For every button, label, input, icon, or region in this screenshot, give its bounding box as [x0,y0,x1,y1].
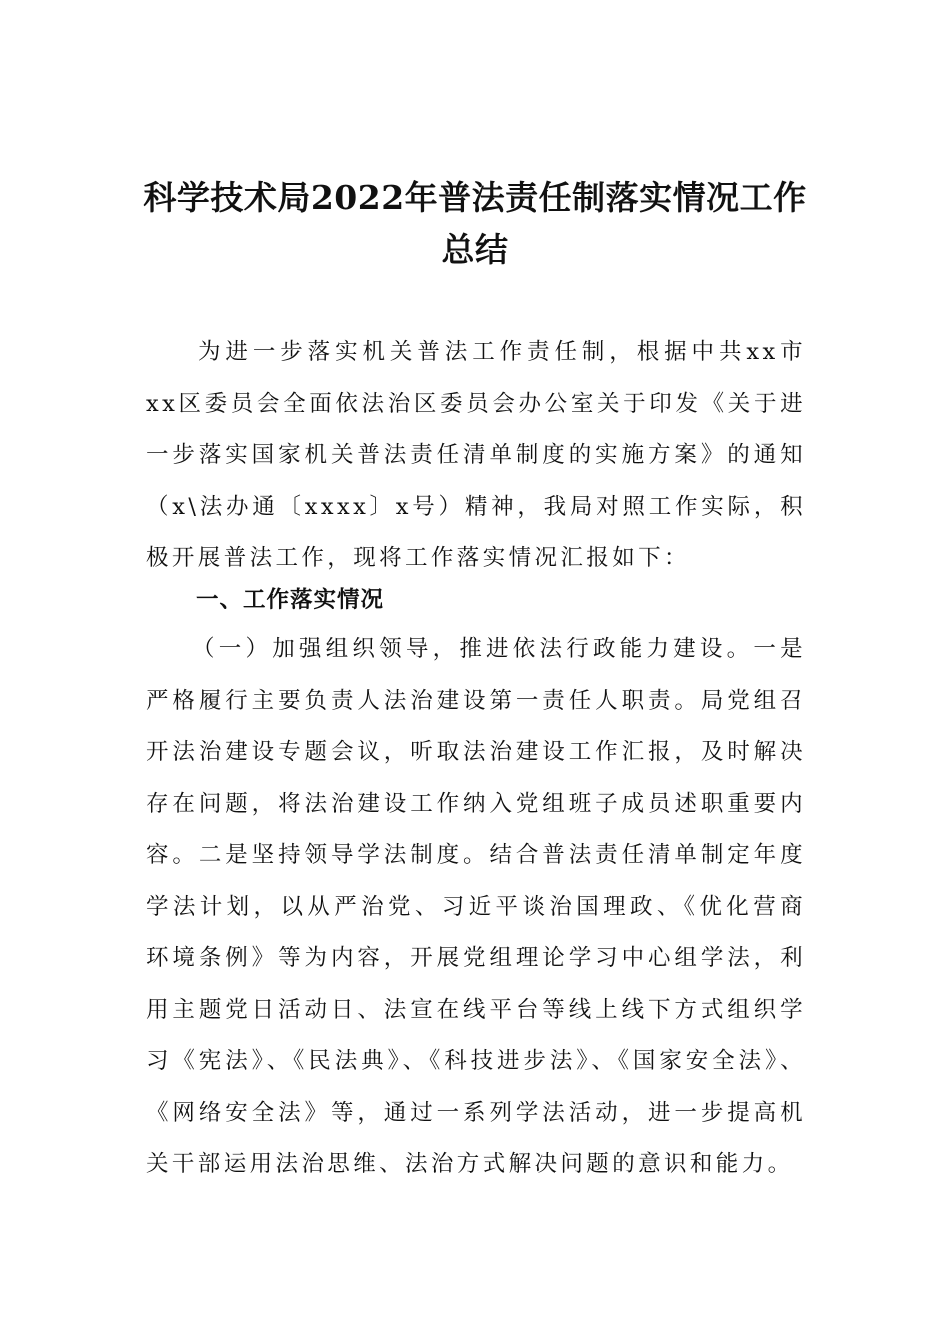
document-title: 科学技术局2022年普法责任制落实情况工作总结 [143,178,807,269]
section-heading: 一、工作落实情况 [196,587,385,613]
section-paragraph: （一）加强组织领导，推进依法行政能力建设。一是严格履行主要负责人法治建设第一责任人职责。局党组召开法治建设专题会议，听取法治建设工作汇报，及时解决存在问题，将法治建设工作纳入党组班子成员述职重要内容。二是坚持领导学法制度。结合普法责任清单制定年度学法计划，以从严治党、习近平谈治国理政、《优化营商环境条例》等为内容，开展党组理论学习中心组学法，利用主题党日活动日、法宣在线平台等线上线下方式组织学习《宪法》、《民法典》、《科技进步法》、《国家安全法》、《网络安全法》等，通过一系列学法活动，进一步提高机关干部运用法治思维、法治方式解决问题的意识和能力。 [146,636,806,1177]
intro-paragraph: 为进一步落实机关普法工作责任制，根据中共xx市xx区委员会全面依法治区委员会办公室关于印发《关于进一步落实国家机关普法责任清单制度的实施方案》的通知（x\法办通〔xxxx〕x号）精神，我局对照工作实际，积极开展普法工作，现将工作落实情况汇报如下： [146,339,806,571]
